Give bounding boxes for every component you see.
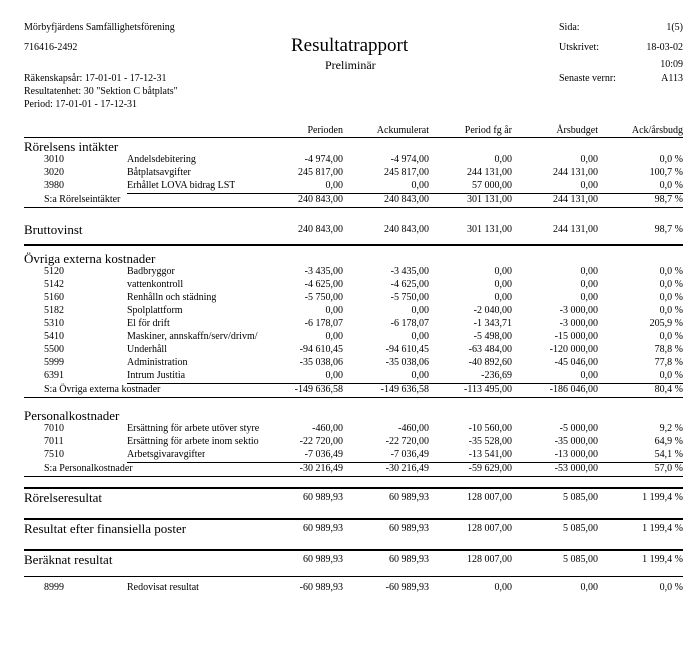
cell-perioden: 0,00 — [325, 370, 343, 381]
org-number: 716416-2492 — [24, 42, 78, 53]
cell-ackumulerat: -460,00 — [398, 423, 429, 434]
cell-ack-arsbudg: 205,9 % — [649, 318, 683, 329]
report-subtitle: Preliminär — [325, 58, 376, 72]
cell-period-fg-ar: -236,69 — [481, 370, 512, 381]
section-title-income: Rörelsens intäkter — [24, 139, 119, 154]
account-name: Maskiner, annskaffn/serv/drivm/ — [127, 331, 258, 342]
cell-perioden: -460,00 — [312, 423, 343, 434]
cell-ack-arsbudg: 54,1 % — [654, 449, 683, 460]
cell-perioden: 0,00 — [325, 305, 343, 316]
section-sum-label: S:a Personalkostnader — [44, 463, 133, 474]
col-header-ack-arsbudg: Ack/årsbudg — [631, 125, 683, 136]
cell-ackumulerat: 240 843,00 — [384, 224, 429, 235]
section-title-external: Övriga externa kostnader — [24, 251, 156, 266]
cell-period-fg-ar: 301 131,00 — [467, 194, 512, 205]
cell-arsbudget: -53 000,00 — [554, 463, 598, 474]
cell-ackumulerat: 0,00 — [411, 180, 429, 191]
result-unit: Resultatenhet: 30 "Sektion C båtplats" — [24, 86, 178, 97]
cell-arsbudget: -186 046,00 — [549, 384, 598, 395]
cell-perioden: 60 989,93 — [303, 554, 343, 565]
cell-ack-arsbudg: 1 199,4 % — [642, 523, 683, 534]
cell-ack-arsbudg: 0,0 % — [659, 370, 683, 381]
operating-result-label: Rörelseresultat — [24, 490, 102, 505]
account-name: Badbryggor — [127, 266, 175, 277]
account-name: Arbetsgivaravgifter — [127, 449, 206, 460]
cell-arsbudget: 5 085,00 — [563, 554, 598, 565]
account-number: 5410 — [44, 331, 64, 342]
cell-ack-arsbudg: 0,0 % — [659, 154, 683, 165]
cell-perioden: -6 178,07 — [304, 318, 343, 329]
version-value: A113 — [661, 73, 683, 84]
account-number: 5182 — [44, 305, 64, 316]
account-number: 5500 — [44, 344, 64, 355]
cell-period-fg-ar: 0,00 — [494, 582, 512, 593]
printed-date: 18-03-02 — [646, 42, 683, 53]
section-title-personnel: Personalkostnader — [24, 408, 120, 423]
cell-ackumulerat: 60 989,93 — [389, 523, 429, 534]
cell-ackumulerat: -94 610,45 — [385, 344, 429, 355]
account-name: Spolplattform — [127, 305, 183, 316]
report-title: Resultatrapport — [291, 35, 409, 56]
section-sum-label: S:a Rörelseintäkter — [44, 194, 121, 205]
cell-period-fg-ar: -35 528,00 — [468, 436, 512, 447]
cell-period-fg-ar: 0,00 — [494, 292, 512, 303]
col-header-period-fg-ar: Period fg år — [464, 125, 512, 136]
account-number: 3020 — [44, 167, 64, 178]
cell-ackumulerat: -7 036,49 — [390, 449, 429, 460]
gross-profit-label: Bruttovinst — [24, 222, 83, 237]
account-number: 3010 — [44, 154, 64, 165]
cell-period-fg-ar: 0,00 — [494, 154, 512, 165]
account-name: vattenkontroll — [127, 279, 184, 290]
account-name: Andelsdebitering — [127, 154, 196, 165]
cell-ackumulerat: 60 989,93 — [389, 492, 429, 503]
cell-period-fg-ar: -59 629,00 — [468, 463, 512, 474]
cell-arsbudget: 244 131,00 — [553, 194, 598, 205]
cell-ackumulerat: -4 974,00 — [390, 154, 429, 165]
cell-ack-arsbudg: 57,0 % — [654, 463, 683, 474]
col-header-perioden: Perioden — [307, 125, 343, 136]
cell-arsbudget: 0,00 — [580, 370, 598, 381]
cell-ackumulerat: -3 435,00 — [390, 266, 429, 277]
cell-ack-arsbudg: 77,8 % — [654, 357, 683, 368]
account-number: 5120 — [44, 266, 64, 277]
cell-period-fg-ar: 244 131,00 — [467, 167, 512, 178]
fiscal-year: Räkenskapsår: 17-01-01 - 17-12-31 — [24, 73, 167, 84]
cell-perioden: -22 720,00 — [299, 436, 343, 447]
cell-ackumulerat: -35 038,06 — [385, 357, 429, 368]
account-name: El för drift — [127, 318, 170, 329]
cell-period-fg-ar: -40 892,60 — [468, 357, 512, 368]
cell-period-fg-ar: -113 495,00 — [464, 384, 512, 395]
operating-result-top-rule — [24, 487, 683, 489]
cell-arsbudget: 0,00 — [580, 154, 598, 165]
cell-period-fg-ar: -63 484,00 — [468, 344, 512, 355]
cell-perioden: -35 038,06 — [299, 357, 343, 368]
cell-perioden: 240 843,00 — [298, 224, 343, 235]
cell-ack-arsbudg: 0,0 % — [659, 305, 683, 316]
cell-arsbudget: -5 000,00 — [559, 423, 598, 434]
cell-perioden: -4 625,00 — [304, 279, 343, 290]
account-name: Ersättning för arbete utöver styre — [127, 423, 260, 434]
cell-ackumulerat: 240 843,00 — [384, 194, 429, 205]
account-name: Erhållet LOVA bidrag LST — [127, 180, 236, 191]
version-label: Senaste vernr: — [559, 73, 616, 84]
cell-arsbudget: -13 000,00 — [554, 449, 598, 460]
cell-ack-arsbudg: 0,0 % — [659, 279, 683, 290]
account-number: 3980 — [44, 180, 64, 191]
cell-period-fg-ar: 128 007,00 — [467, 523, 512, 534]
cell-perioden: 240 843,00 — [298, 194, 343, 205]
cell-ack-arsbudg: 98,7 % — [654, 224, 683, 235]
cell-perioden: 0,00 — [325, 331, 343, 342]
account-number: 7510 — [44, 449, 64, 460]
cell-ack-arsbudg: 98,7 % — [654, 194, 683, 205]
calculated-result-top-rule — [24, 549, 683, 551]
account-number: 6391 — [44, 370, 64, 381]
cell-perioden: 245 817,00 — [298, 167, 343, 178]
cell-perioden: -7 036,49 — [304, 449, 343, 460]
cell-perioden: 0,00 — [325, 180, 343, 191]
cell-ack-arsbudg: 0,0 % — [659, 266, 683, 277]
cell-ack-arsbudg: 0,0 % — [659, 582, 683, 593]
cell-perioden: -3 435,00 — [304, 266, 343, 277]
cell-perioden: -94 610,45 — [299, 344, 343, 355]
account-name: Båtplatsavgifter — [127, 167, 191, 178]
cell-ackumulerat: 0,00 — [411, 331, 429, 342]
cell-arsbudget: 0,00 — [580, 582, 598, 593]
cell-ack-arsbudg: 1 199,4 % — [642, 554, 683, 565]
cell-ack-arsbudg: 0,0 % — [659, 331, 683, 342]
cell-ackumulerat: -6 178,07 — [390, 318, 429, 329]
cell-period-fg-ar: 128 007,00 — [467, 492, 512, 503]
cell-period-fg-ar: 301 131,00 — [467, 224, 512, 235]
account-number: 7010 — [44, 423, 64, 434]
cell-ack-arsbudg: 78,8 % — [654, 344, 683, 355]
org-name: Mörbyfjärdens Samfällighetsförening — [24, 22, 175, 33]
col-header-arsbudget: Årsbudget — [556, 125, 598, 136]
cell-ack-arsbudg: 64,9 % — [654, 436, 683, 447]
cell-arsbudget: -15 000,00 — [554, 331, 598, 342]
cell-ack-arsbudg: 9,2 % — [659, 423, 683, 434]
account-number: 7011 — [44, 436, 64, 447]
cell-perioden: -30 216,49 — [299, 463, 343, 474]
section-sum-rule — [24, 207, 683, 208]
gross-profit-rule — [24, 244, 683, 246]
cell-ackumulerat: 245 817,00 — [384, 167, 429, 178]
cell-ackumulerat: 0,00 — [411, 305, 429, 316]
cell-ackumulerat: 0,00 — [411, 370, 429, 381]
cell-arsbudget: 0,00 — [580, 266, 598, 277]
financial-result-top-rule — [24, 518, 683, 520]
page-value: 1(5) — [666, 22, 683, 33]
financial-result-label: Resultat efter finansiella poster — [24, 521, 187, 536]
col-header-ackumulerat: Ackumulerat — [376, 125, 429, 136]
cell-arsbudget: 5 085,00 — [563, 523, 598, 534]
cell-ack-arsbudg: 0,0 % — [659, 180, 683, 191]
cell-arsbudget: 0,00 — [580, 292, 598, 303]
cell-period-fg-ar: 128 007,00 — [467, 554, 512, 565]
cell-period-fg-ar: -13 541,00 — [468, 449, 512, 460]
cell-ack-arsbudg: 100,7 % — [649, 167, 683, 178]
cell-ackumulerat: -4 625,00 — [390, 279, 429, 290]
cell-period-fg-ar: 0,00 — [494, 279, 512, 290]
cell-arsbudget: -45 046,00 — [554, 357, 598, 368]
cell-arsbudget: 244 131,00 — [553, 224, 598, 235]
period: Period: 17-01-01 - 17-12-31 — [24, 99, 138, 110]
calculated-result-label: Beräknat resultat — [24, 552, 113, 567]
cell-period-fg-ar: -10 560,00 — [468, 423, 512, 434]
cell-ackumulerat: -60 989,93 — [385, 582, 429, 593]
cell-perioden: 60 989,93 — [303, 523, 343, 534]
cell-ack-arsbudg: 80,4 % — [654, 384, 683, 395]
account-number: 8999 — [44, 582, 64, 593]
account-name: Intrum Justitia — [127, 370, 186, 381]
page-label: Sida: — [559, 22, 580, 33]
account-number: 5310 — [44, 318, 64, 329]
account-name: Ersättning för arbete inom sektio — [127, 436, 259, 447]
cell-ack-arsbudg: 0,0 % — [659, 292, 683, 303]
section-sum-rule — [24, 397, 683, 398]
cell-arsbudget: -3 000,00 — [559, 318, 598, 329]
cell-perioden: -4 974,00 — [304, 154, 343, 165]
section-sum-rule — [24, 476, 683, 477]
cell-arsbudget: -120 000,00 — [549, 344, 598, 355]
header-rule — [24, 137, 683, 138]
cell-period-fg-ar: -2 040,00 — [473, 305, 512, 316]
cell-perioden: 60 989,93 — [303, 492, 343, 503]
cell-ackumulerat: -149 636,58 — [380, 384, 429, 395]
calculated-result-rule — [24, 576, 683, 577]
account-number: 5999 — [44, 357, 64, 368]
cell-perioden: -5 750,00 — [304, 292, 343, 303]
cell-period-fg-ar: 0,00 — [494, 266, 512, 277]
account-name: Underhåll — [127, 344, 167, 355]
account-number: 5142 — [44, 279, 64, 290]
cell-arsbudget: 0,00 — [580, 279, 598, 290]
section-sum-label: S:a Övriga externa kostnader — [44, 384, 161, 395]
cell-arsbudget: 244 131,00 — [553, 167, 598, 178]
cell-arsbudget: -3 000,00 — [559, 305, 598, 316]
cell-arsbudget: 0,00 — [580, 180, 598, 191]
account-name: Renhålln och städning — [127, 292, 217, 303]
cell-period-fg-ar: -5 498,00 — [473, 331, 512, 342]
account-name: Redovisat resultat — [127, 582, 199, 593]
account-name: Administration — [127, 357, 188, 368]
cell-arsbudget: 5 085,00 — [563, 492, 598, 503]
printed-time: 10:09 — [660, 59, 683, 70]
cell-ack-arsbudg: 1 199,4 % — [642, 492, 683, 503]
cell-perioden: -60 989,93 — [299, 582, 343, 593]
account-number: 5160 — [44, 292, 64, 303]
cell-period-fg-ar: -1 343,71 — [473, 318, 512, 329]
cell-period-fg-ar: 57 000,00 — [472, 180, 512, 191]
cell-ackumulerat: 60 989,93 — [389, 554, 429, 565]
cell-ackumulerat: -30 216,49 — [385, 463, 429, 474]
cell-perioden: -149 636,58 — [294, 384, 343, 395]
cell-ackumulerat: -5 750,00 — [390, 292, 429, 303]
cell-ackumulerat: -22 720,00 — [385, 436, 429, 447]
printed-label: Utskrivet: — [559, 42, 599, 53]
cell-arsbudget: -35 000,00 — [554, 436, 598, 447]
